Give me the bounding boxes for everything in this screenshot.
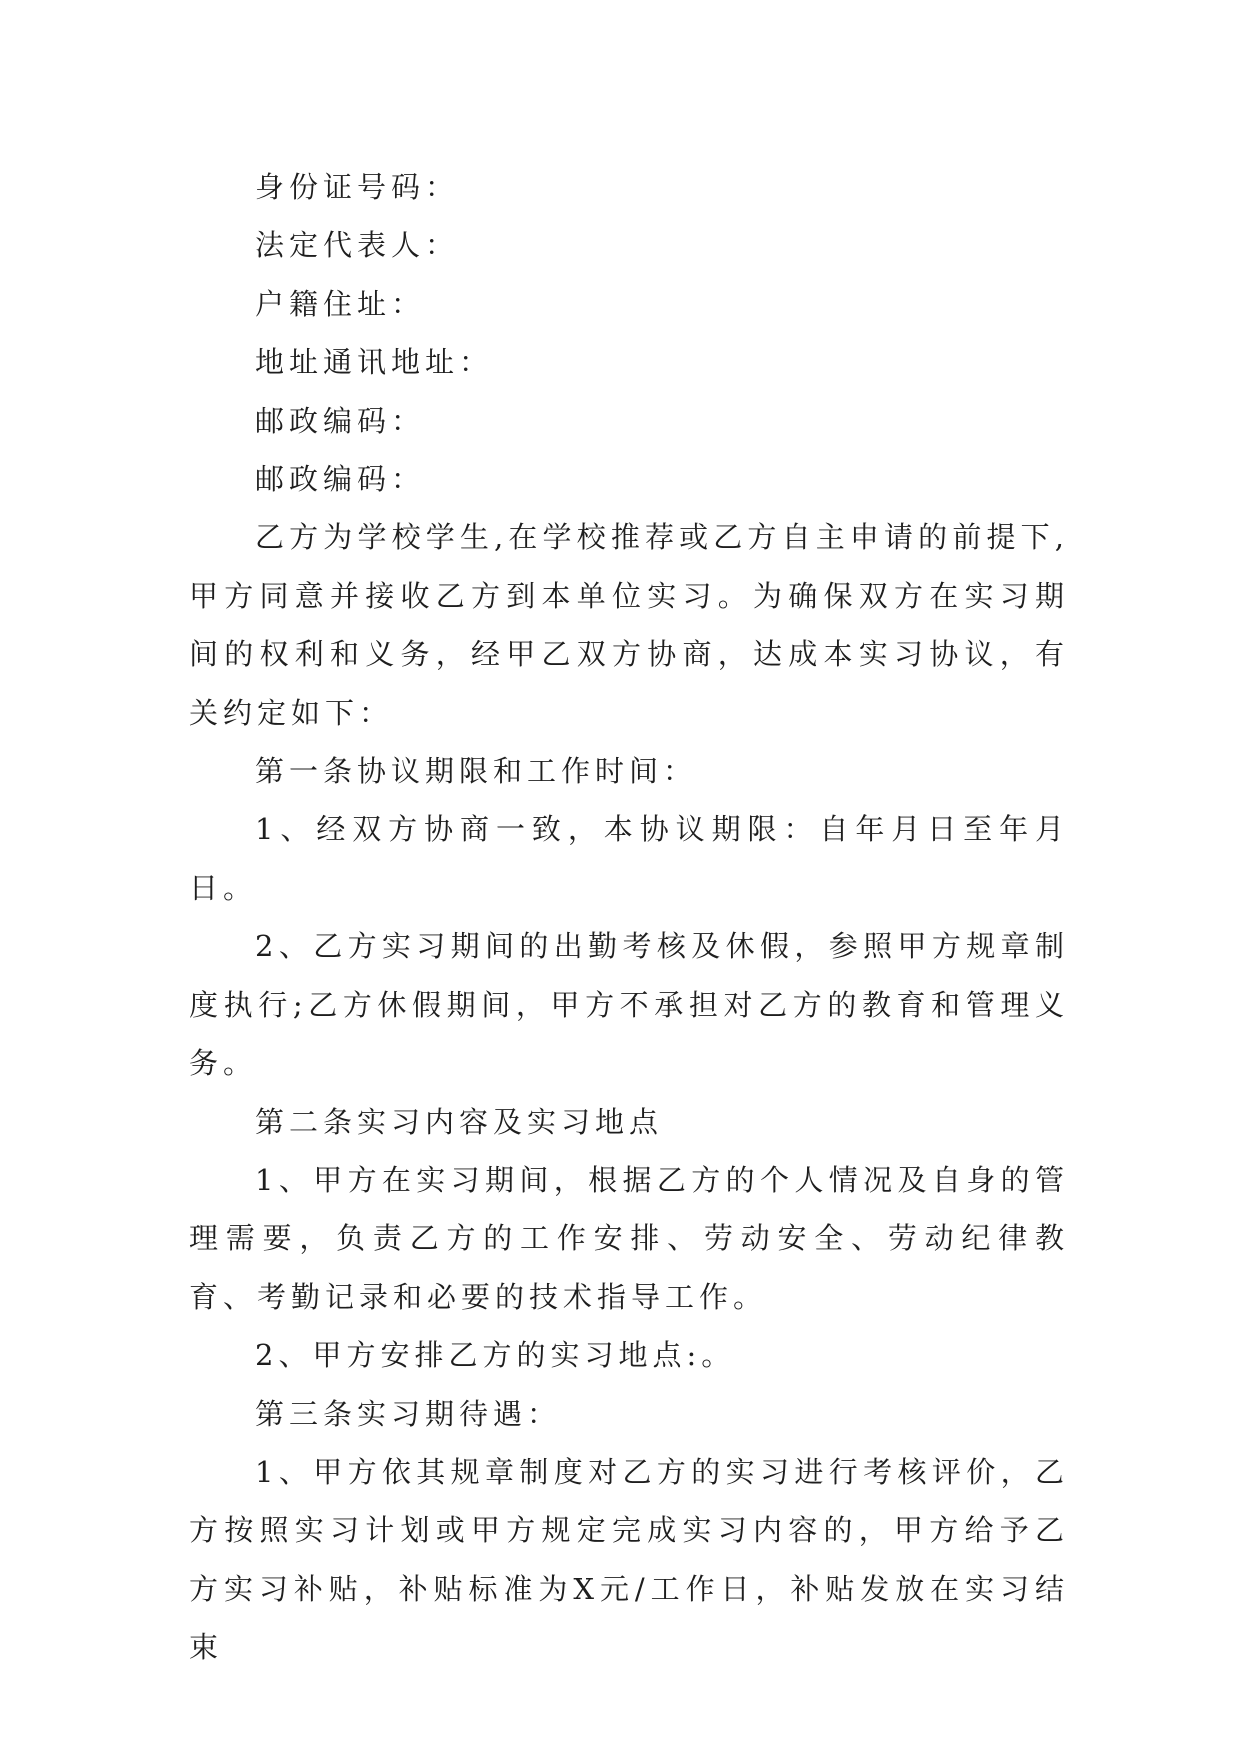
mailing-address-field-label: 地址通讯地址： — [255, 345, 494, 380]
postal-code-field-label: 邮政编码： — [255, 403, 426, 438]
article-2-clause-1: 1、甲方在实习期间，根据乙方的个人情况及自身的管理需要，负责乙方的工作安排、劳动安全、劳动纪律教育、考勤记录和必要的技术指导工作。 — [189, 1162, 1069, 1314]
intro-paragraph: 乙方为学校学生,在学校推荐或乙方自主申请的前提下,甲方同意并接收乙方到本单位实习。为确保双方在实习期间的权利和义务，经甲乙双方协商，达成本实习协议，有关约定如下： — [189, 520, 1069, 730]
postal-code-field-label-2: 邮政编码： — [255, 462, 426, 497]
article-1-clause-1: 1、经双方协商一致，本协议期限：自年月日至年月日。 — [189, 812, 1069, 905]
article-2-heading: 第二条实习内容及实习地点 — [255, 1104, 664, 1139]
id-number-field-label: 身份证号码： — [255, 170, 460, 204]
article-3-heading: 第三条实习期待遇： — [255, 1396, 562, 1431]
article-2-clause-2: 2、甲方安排乙方的实习地点:。 — [255, 1338, 736, 1373]
article-1-heading: 第一条协议期限和工作时间： — [255, 754, 698, 789]
article-1-clause-2: 2、乙方实习期间的出勤考核及休假，参照甲方规章制度执行;乙方休假期间，甲方不承担对乙方的教育和管理义务。 — [189, 929, 1069, 1081]
household-address-field-label: 户籍住址： — [255, 286, 426, 321]
article-3-clause-1: 1、甲方依其规章制度对乙方的实习进行考核评价，乙方按照实习计划或甲方规定完成实习内容的，甲方给予乙方实习补贴，补贴标准为X元/工作日，补贴发放在实习结束 — [189, 1454, 1069, 1665]
legal-representative-field-label: 法定代表人： — [255, 228, 460, 263]
document-body — [189, 158, 1069, 1677]
